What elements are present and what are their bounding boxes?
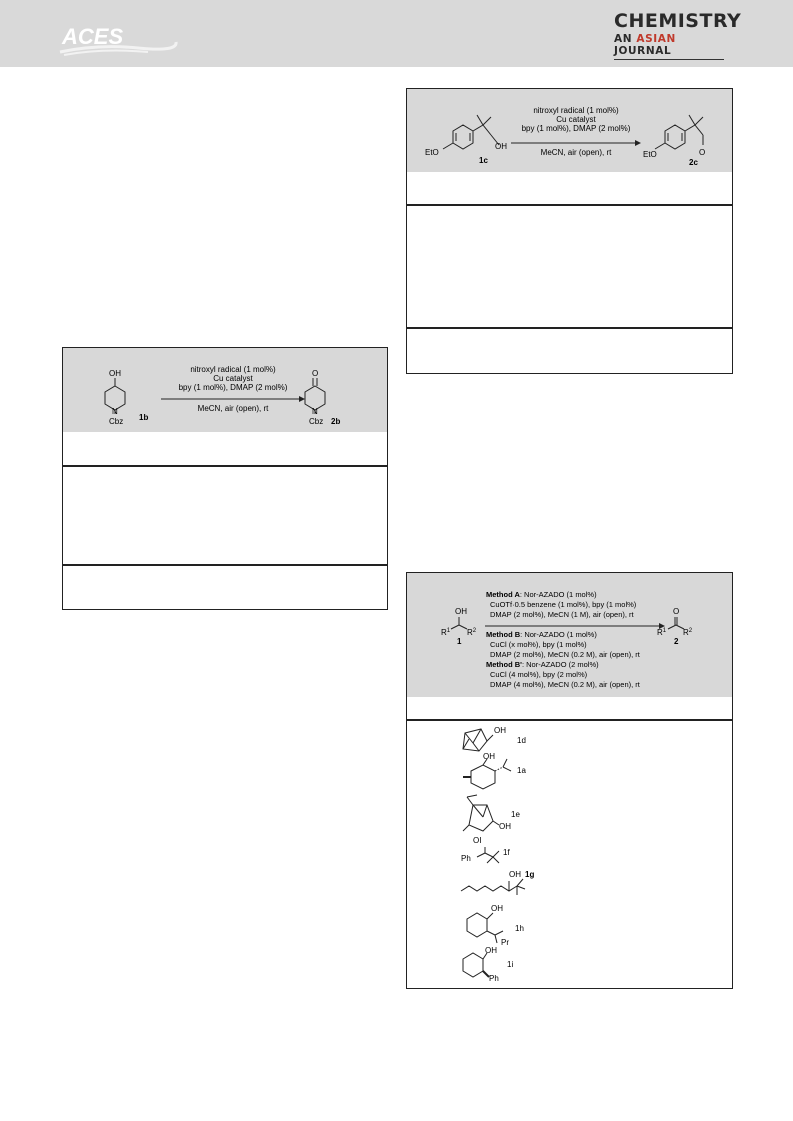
methods-product-label: 2 (674, 637, 679, 646)
methods-r1: $R^1$ (441, 628, 451, 637)
structure-1a-oh: OH (483, 752, 495, 761)
structure-1e (463, 795, 499, 831)
table-scheme-1c (406, 88, 733, 374)
scheme-methods-drawing (407, 573, 732, 697)
scheme-1b-cond2: Cu catalyst (213, 374, 253, 383)
structure-1i-ph: Ph (489, 974, 499, 983)
structure-1d-oh: OH (494, 726, 506, 735)
structure-1h (467, 913, 503, 943)
scheme-1b-cond1: nitroxyl radical (1 mol%) (190, 365, 276, 374)
scheme-1c-substrate-label: 1c (479, 156, 488, 165)
scheme-1b-product-cbz: Cbz (309, 417, 324, 426)
scheme-1b-cond4: MeCN, air (open), rt (197, 404, 269, 413)
scheme-1c-eto-right: EtO (643, 150, 657, 159)
scheme-1b-drawing (63, 348, 387, 432)
scheme-1b-panel (63, 348, 387, 432)
brand-title: CHEMISTRY (614, 10, 742, 32)
method-b-line2: CuCl (x mol%), bpy (1 mol%) (490, 640, 587, 649)
method-b-line3: DMAP (2 mol%), MeCN (0.2 M), air (open), rt (490, 650, 640, 659)
methods-oh: OH (455, 607, 467, 616)
table-1c-rule-bottom (407, 327, 732, 329)
scheme-1b-product-o: O (312, 369, 319, 378)
table-1c-rule-top (407, 204, 732, 206)
scheme-1b-product-label: 2b (331, 417, 341, 426)
scheme-1c-product-label: 2c (689, 158, 698, 167)
structure-1g-oh: OH (509, 870, 521, 879)
structure-1g-label: 1g (525, 870, 535, 879)
journal-header (0, 0, 793, 67)
structure-1i (463, 953, 489, 977)
structure-1f (477, 847, 499, 863)
scheme-1c-cond3: bpy (1 mol%), DMAP (2 mol%) (521, 124, 631, 133)
structure-1h-oh: OH (491, 904, 503, 913)
table-scheme-1b (62, 347, 388, 610)
table-1b-rule-top (63, 465, 387, 467)
table-1b-rule-bottom (63, 564, 387, 566)
method-a-line2: CuOTf·0.5 benzene (1 mol%), bpy (1 mol%) (490, 600, 637, 609)
scheme-1c-cond1: nitroxyl radical (1 mol%) (533, 106, 619, 115)
structure-1i-oh: OH (485, 946, 497, 955)
scheme-1c-panel (407, 89, 732, 172)
methods-product-o: O (673, 607, 680, 616)
structure-1f-label: 1f (503, 848, 510, 857)
structure-1a (463, 759, 511, 789)
structure-1h-pr: Pr (501, 938, 509, 947)
method-b2-line2: CuCl (4 mol%), bpy (2 mol%) (490, 670, 588, 679)
logo-text: ACES (62, 24, 124, 49)
structure-1e-label: 1e (511, 810, 520, 819)
methods-product-r1: $R^1$ (657, 628, 667, 637)
scheme-1b-substrate-label: 1b (139, 413, 149, 422)
scheme-1b-n: N (112, 407, 118, 416)
structure-1g (461, 879, 525, 895)
structure-1f-ph: Ph (461, 854, 471, 863)
methods-substrate-label: 1 (457, 637, 462, 646)
scheme-1b-cond3: bpy (1 mol%), DMAP (2 mol%) (178, 383, 288, 392)
scheme-1c-drawing (407, 89, 732, 172)
methods-product-r2: $R^2$ (683, 628, 693, 637)
scheme-1c-oh: OH (495, 142, 507, 151)
scheme-1c-cond4: MeCN, air (open), rt (540, 148, 612, 157)
structure-1f-oh: OI (473, 836, 482, 845)
substrate-structures (407, 721, 732, 987)
method-b2-line1: Method B': Nor-AZADO (2 mol%) (486, 660, 599, 669)
brand-subtitle: AN ASIAN JOURNAL (614, 33, 724, 60)
method-a-line1: Method A: Nor-AZADO (1 mol%) (486, 590, 597, 599)
method-b2-line3: DMAP (4 mol%), MeCN (0.2 M), air (open), rt (490, 680, 640, 689)
method-b-line1: Method B: Nor-AZADO (1 mol%) (486, 630, 597, 639)
scheme-1c-cond2: Cu catalyst (556, 115, 596, 124)
structure-1i-label: 1i (507, 960, 514, 969)
structure-1d (463, 729, 493, 751)
journal-brand (614, 11, 741, 60)
methods-r2: $R^2$ (467, 628, 477, 637)
scheme-1b-oh: OH (109, 369, 121, 378)
aces-logo (58, 22, 178, 56)
structure-1d-label: 1d (517, 736, 526, 745)
scheme-1b-cbz: Cbz (109, 417, 124, 426)
scheme-1c-eto-left: EtO (425, 148, 439, 157)
scheme-1b-product-n: N (312, 407, 318, 416)
scheme-1c-o: O (699, 148, 706, 157)
structure-1a-label: 1a (517, 766, 526, 775)
structure-1h-label: 1h (515, 924, 524, 933)
structure-1e-oh: OH (499, 822, 511, 831)
scheme-methods-panel (407, 573, 732, 697)
method-a-line3: DMAP (2 mol%), MeCN (1 M), air (open), rt (490, 610, 634, 619)
table-scheme-methods (406, 572, 733, 989)
